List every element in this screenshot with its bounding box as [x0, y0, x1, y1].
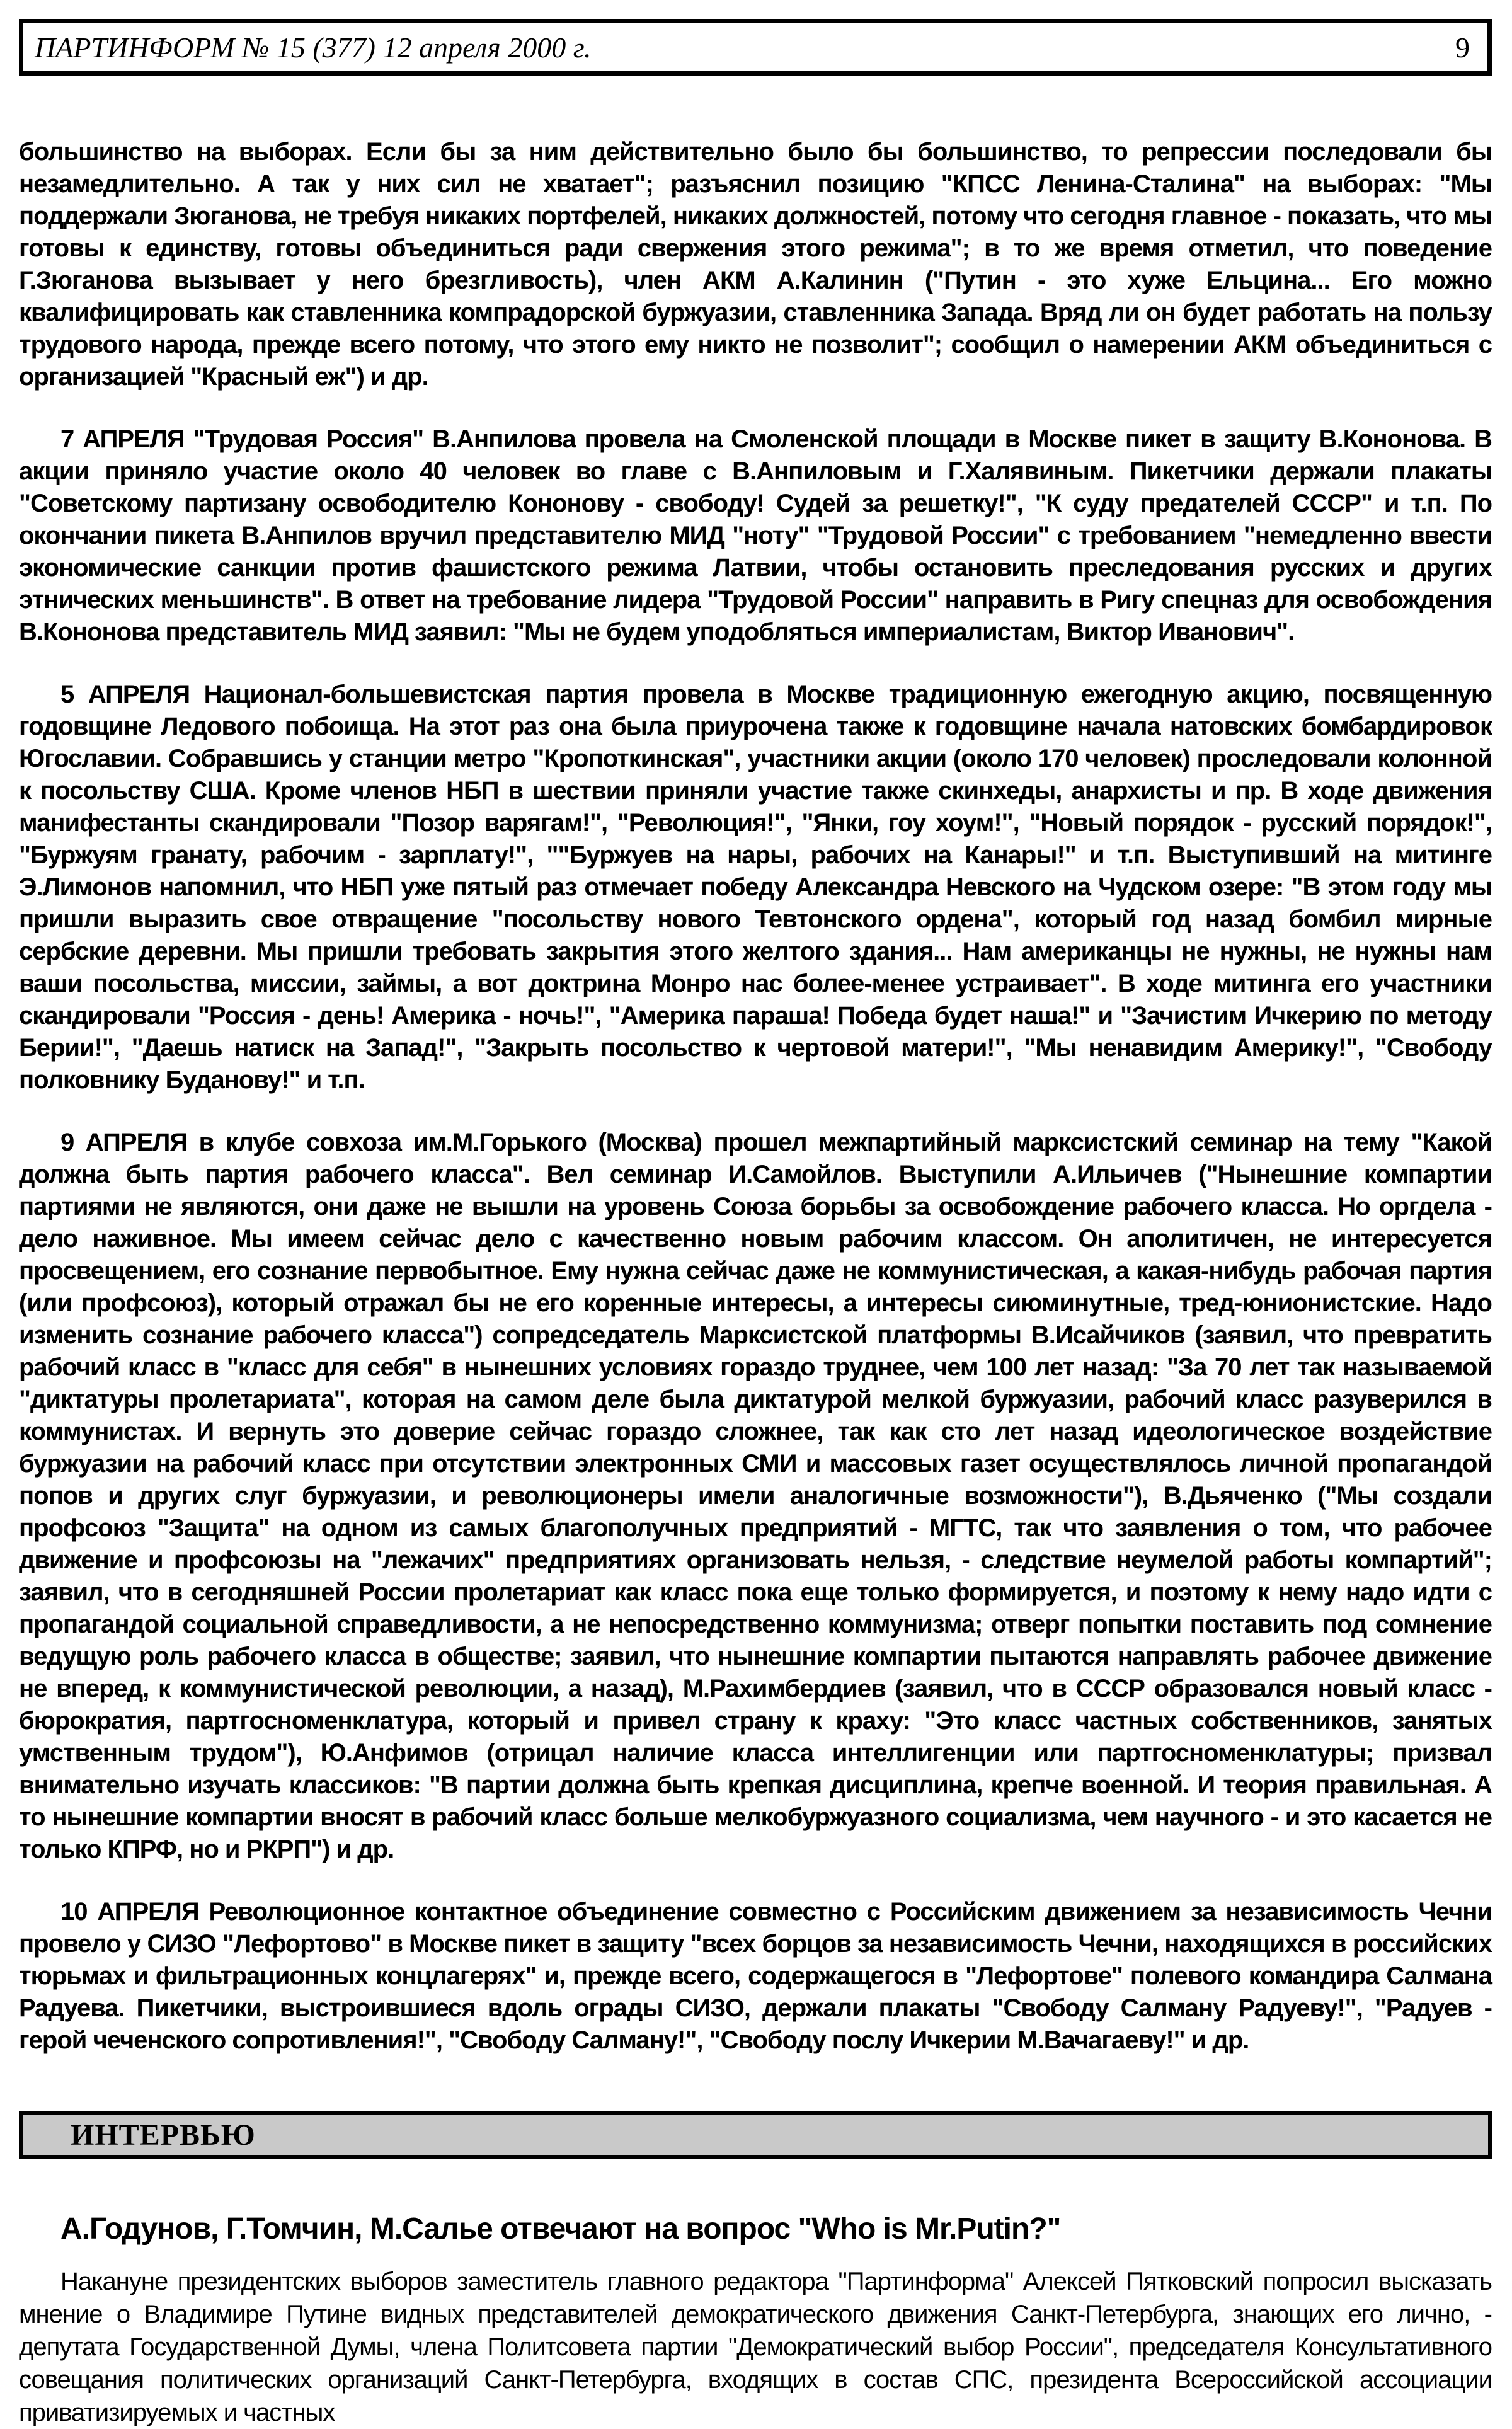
news-paragraph: 9 АПРЕЛЯ в клубе совхоза им.М.Горького (Москва) прошел межпартийный марксистский семинар на тему "Какой должна быть партия рабочего класса". Вел семинар И.Самойлов. Выступили А.Ильичев ("Нынешние компартии партиями не являются, они даже не вышли на уровень Союза борьбы за освобождение рабочего класса. Но оргдела - дело наживное. Мы имеем сейчас дело с качественно новым рабочим классом. Он аполитичен, не интересуется просвещением, его сознание первобытное. Ему нужна сейчас даже не коммунистическая, а какая-нибудь рабочая партия (или профсоюз), который отражал бы не его коренные интересы, а интересы сиюминутные, тред-юнионистские. Надо изменить сознание рабочего класса") сопредседатель Марксистской платформы В.Исайчиков (заявил, что превратить рабочий класс в "класс для себя" в нынешних условиях гораздо труднее, чем 100 лет назад: "За 70 лет так называемой "диктатуры пролетариата", которая на самом деле была диктатурой мелкой буржуазии, рабочий класс разуверился в коммунистах. И вернуть это доверие сейчас гораздо сложнее, так как сто лет назад идеологическое воздействие буржуазии на рабочий класс при отсутствии электронных СМИ и массовых газет осуществлялось личной пропагандой попов и других слуг буржуазии, и революционеры имели аналогичные возможности"), В.Дьяченко ("Мы создали профсоюз "Защита" на одном из самых благополучных предприятий - МГТС, так что заявления о том, что рабочее движение и профсоюзы на "лежачих" предприятиях организовать нельзя, - следствие неумелой работы компартий"; заявил, что в сегодняшней России пролетариат как класс пока еще только формируется, и поэтому к нему надо идти с пропагандой социальной справедливости, а не непосредственно коммунизма; отверг попытки поставить под сомнение ведущую роль рабочего класса в обществе; заявил, что нынешние компартии пытаются направлять рабочее движение не вперед, к коммунистической революции, а назад), М.Рахимбердиев (заявил, что в СССР образовался новый класс - бюрократия, партгосноменклатура, который и привел страну к краху: "Это класс частных собственников, занятых умственным трудом"), Ю.Анфимов (отрицал наличие класса интеллигенции или партгосноменклатуры; призвал внимательно изучать классиков: "В партии должна быть крепкая дисциплина, крепче военной. И теория правильная. А то нынешние компартии вносят в рабочий класс больше мелкобуржуазного социализма, чем научного - и это касается не только КПРФ, но и РКРП") и др.: [19, 1128, 1492, 1863]
interview-title: А.Годунов, Г.Томчин, М.Салье отвечают на вопрос "Who is Mr.Putin?": [60, 2212, 1061, 2246]
news-paragraph: 5 АПРЕЛЯ Национал-большевистская партия провела в Москве традиционную ежегодную акцию, посвященную годовщине Ледового побоища. На этот раз она была приурочена также к годовщине начала натовских бомбардировок Югославии. Собравшись у станции метро "Кропоткинская", участники акции (около 170 человек) проследовали колонной к посольству США. Кроме членов НБП в шествии приняли участие также скинхеды, анархисты и пр. В ходе движения манифестанты скандировали "Позор варягам!", "Революция!", "Янки, гоу хоум!", "Новый порядок - русский порядок!", "Буржуям гранату, рабочим - зарплату!", ""Буржуев на нары, рабочих на Канары!" и т.п. Выступивший на митинге Э.Лимонов напомнил, что НБП уже пятый раз отмечает победу Александра Невского на Чудском озере: "В этом году мы пришли выразить свое отвращение "посольству нового Тевтонского ордена", который год назад бомбил мирные сербские деревни. Мы пришли требовать закрытия этого желтого здания... Нам американцы не нужны, не нужны нам ваши посольства, миссии, займы, а вот доктрина Монро нас более-менее устраивает". В ходе митинга его участники скандировали "Россия - день! Америка - ночь!", "Америка параша! Победа будет наша!" и "Зачистим Ичкерию по методу Берии!", "Даешь натиск на Запад!", "Закрыть посольство к чертовой матери!", "Мы ненавидим Америку!", "Свободу полковнику Буданову!" и т.п.: [19, 680, 1492, 1094]
interview-intro: Накануне президентских выборов заместитель главного редактора "Партинформа" Алексей Пятковский попросил высказать мнение о Владимире Путине видных представителей демократического движения Санкт-Петербурга, знающих его лично, - депутата Государственной Думы, члена Политсовета партии "Демократический выбор России", председателя Консультативного совещания политических организаций Санкт-Петербурга, входящих в состав СПС, президента Всероссийской ассоциации приватизируемых и частных: [19, 2268, 1492, 2426]
interview-section: [19, 2212, 1492, 2429]
page-number: 9: [1455, 31, 1470, 64]
section-header-interview: [19, 2111, 1492, 2159]
news-section: [19, 136, 1492, 2057]
journal-title: ПАРТИНФОРМ № 15 (377) 12 апреля 2000 г.: [35, 31, 592, 64]
news-paragraph: большинство на выборах. Если бы за ним действительно было бы большинство, то репрессии последовали бы незамедлительно. А так у них сил не хватает"; разъяснил позицию "КПСС Ленина-Сталина" на выборах: "Мы поддержали Зюганова, не требуя никаких портфелей, никаких должностей, потому что сегодня главное - показать, что мы готовы к единству, готовы объединиться ради свержения этого режима"; в то же время отметил, что поведение Г.Зюганова вызывает у него брезгливость), член АКМ А.Калинин ("Путин - это хуже Ельцина... Его можно квалифицировать как ставленника компрадорской буржуазии, ставленника Запада. Вряд ли он будет работать на пользу трудового народа, прежде всего потому, что этого ему никто не позволит"; сообщил о намерении АКМ объединиться с организацией "Красный еж") и др.: [19, 138, 1492, 391]
news-paragraph: 10 АПРЕЛЯ Революционное контактное объединение совместно с Российским движением за независимость Чечни провело у СИЗО "Лефортово" в Москве пикет в защиту "всех борцов за независимость Чечни, находящихся в российских тюрьмах и фильтрационных концлагерях" и, прежде всего, содержащегося в "Лефортове" полевого командира Салмана Радуева. Пикетчики, выстроившиеся вдоль ограды СИЗО, держали плакаты "Свободу Салману Радуеву!", "Радуев - герой чеченского сопротивления!", "Свободу Салману!", "Свободу послу Ичкерии М.Вачагаеву!" и др.: [19, 1898, 1492, 2054]
page-header: [19, 19, 1492, 76]
news-paragraph: 7 АПРЕЛЯ "Трудовая Россия" В.Анпилова провела на Смоленской площади в Москве пикет в защиту В.Кононова. В акции приняло участие около 40 человек во главе с В.Анпиловым и Г.Халявиным. Пикетчики держали плакаты "Советскому партизану освободителю Кононову - свободу! Судей за решетку!", "К суду предателей СССР" и т.п. По окончании пикета В.Анпилов вручил представителю МИД "ноту" "Трудовой России" с требованием "немедленно ввести экономические санкции против фашистского режима Латвии, чтобы остановить преследования русских и других этнических меньшинств". В ответ на требование лидера "Трудовой России" направить в Ригу спецназ для освобождения В.Кононова представитель МИД заявил: "Мы не будем уподобляться империалистам, Виктор Иванович".: [19, 425, 1492, 646]
section-header-label: ИНТЕРВЬЮ: [71, 2118, 256, 2152]
